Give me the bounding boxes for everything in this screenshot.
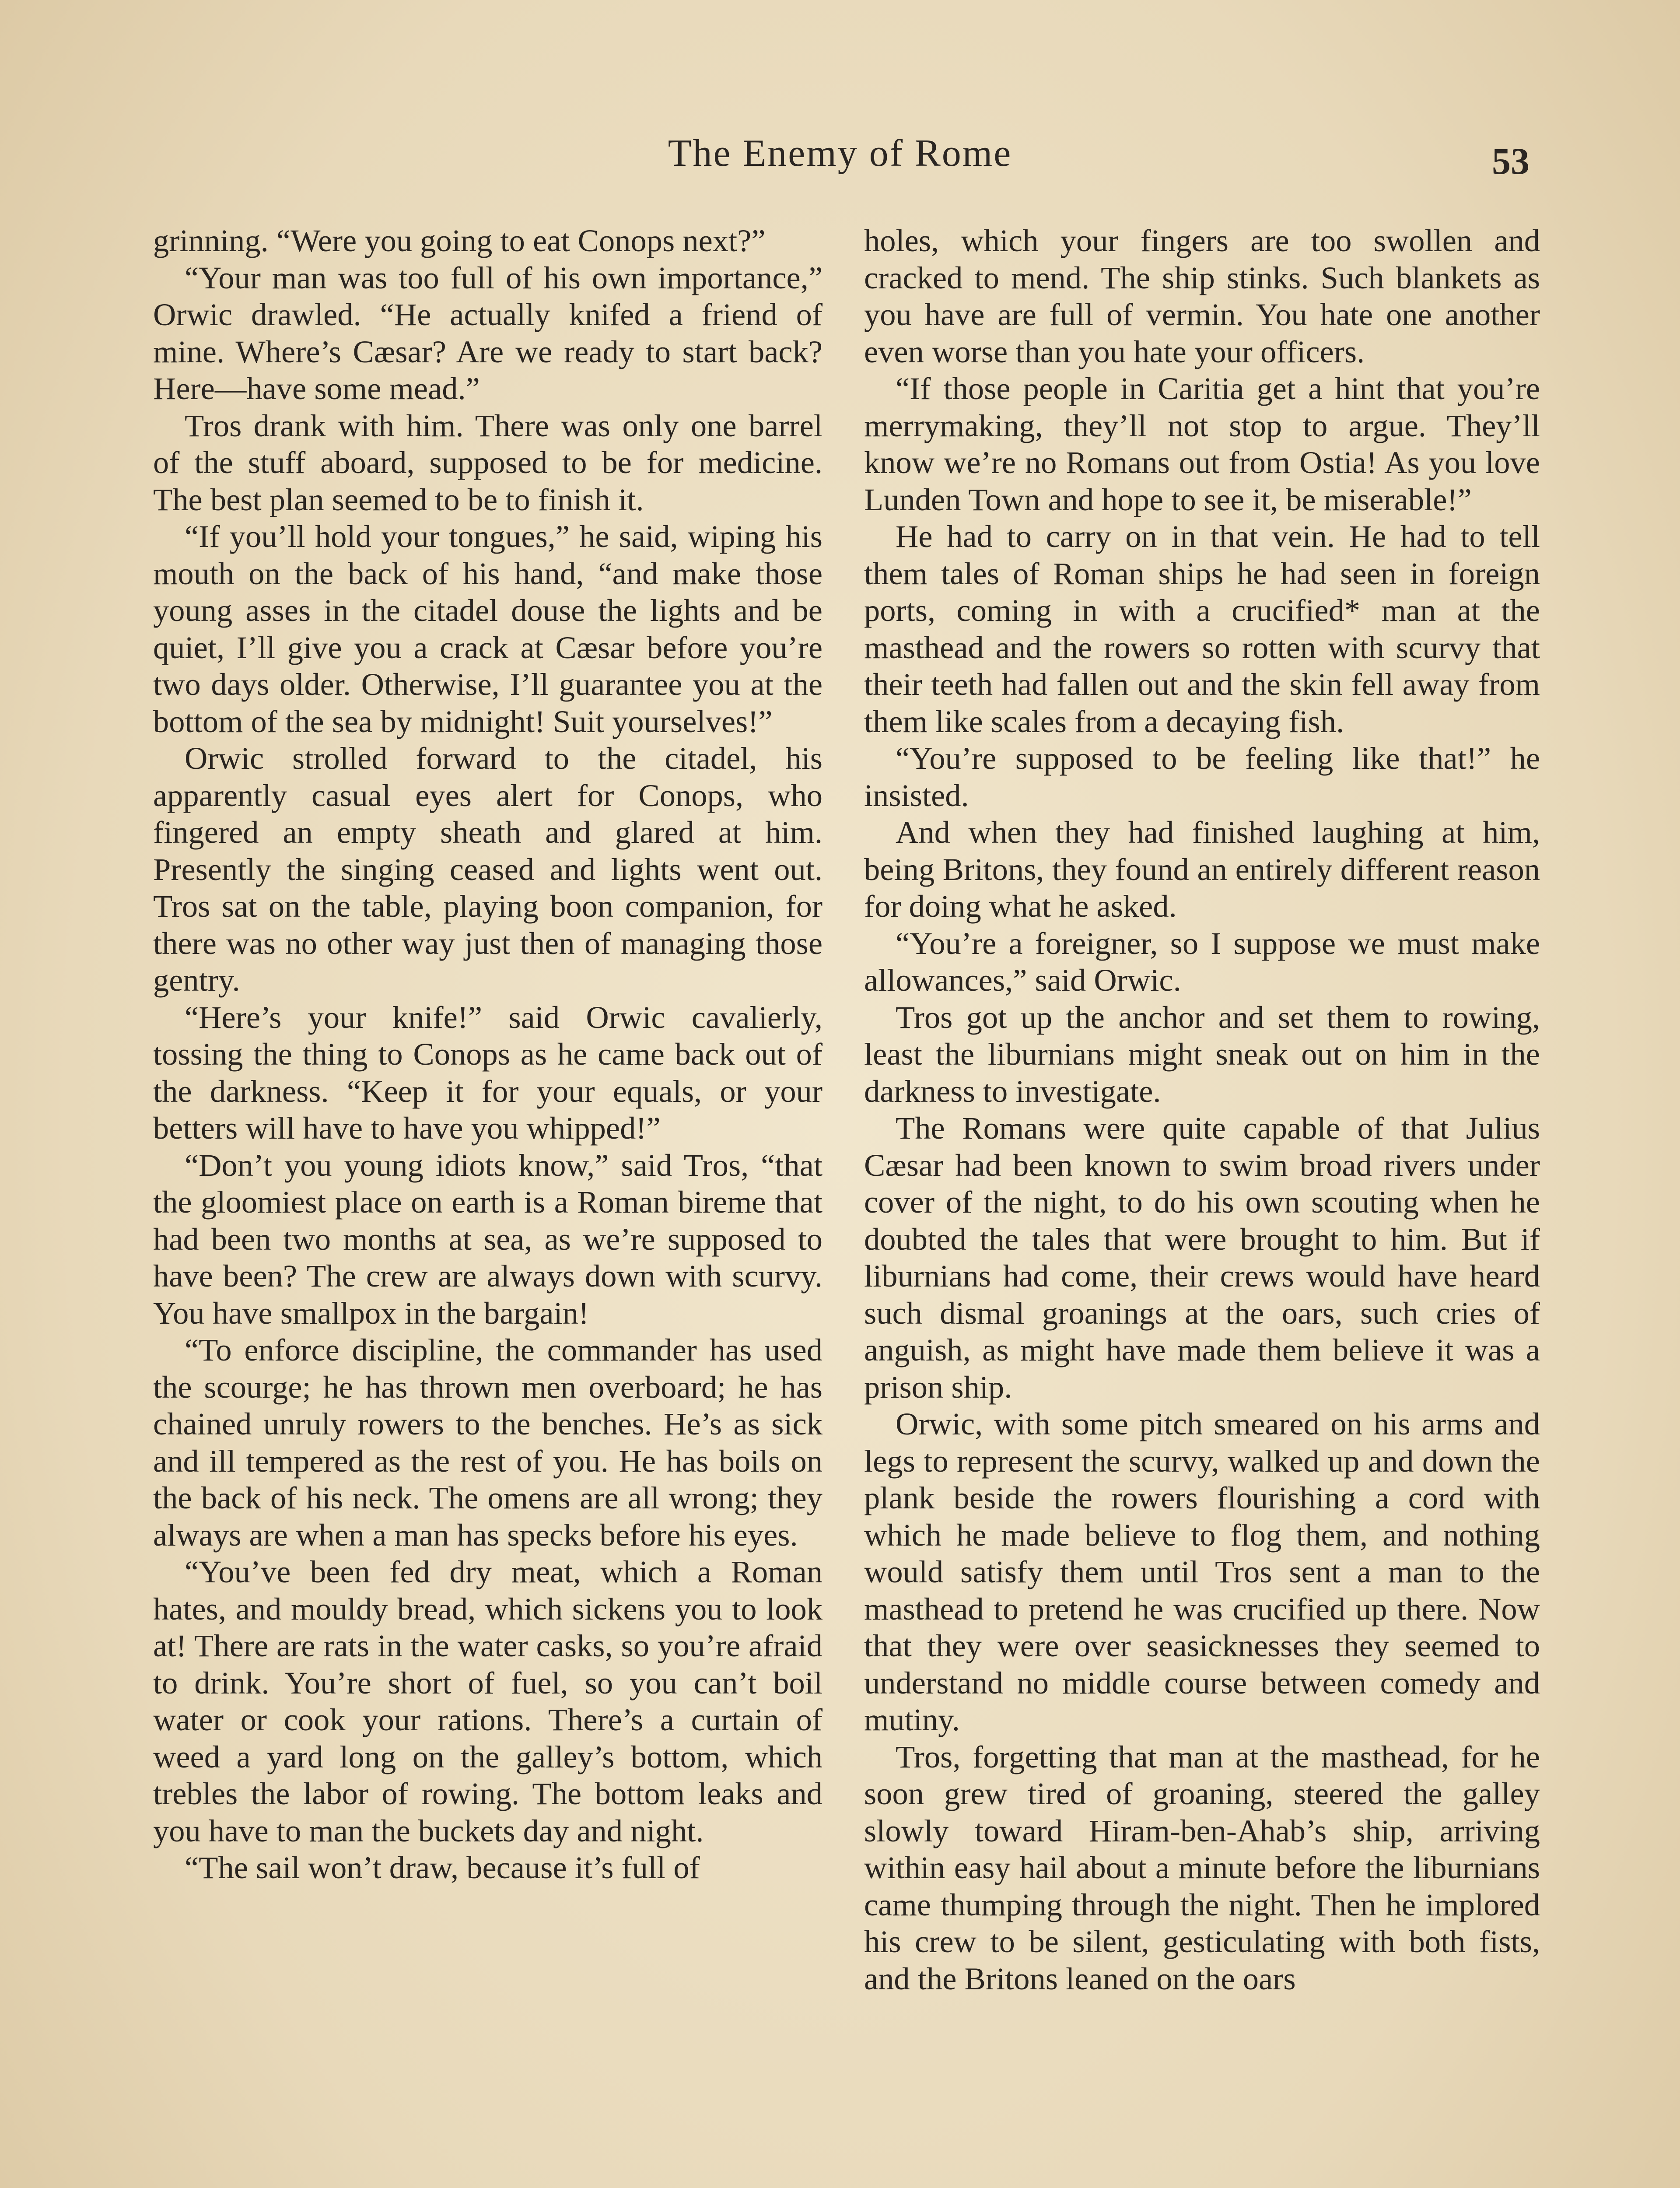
paragraph: grinning. “Were you going to eat Conops next?” xyxy=(153,223,766,258)
paragraph: “You’ve been fed dry meat, which a Roman hates, and mouldy bread, which sickens you to look at! There are rats in the water casks, so you’re afraid to drink. You’re short of fuel, so you can’t boil water or cook your rations. There’s a curtain of weed a yard long on the galley’s bottom, which trebles the labor of rowing. The bottom leaks and you have to man the buckets day and night. xyxy=(153,1554,822,1848)
paragraph: He had to carry on in that vein. He had to tell them tales of Roman ships he had seen in foreign ports, coming in with a crucified* man at the masthead and the rowers so rotten with scurvy that their teeth had fallen out and the skin fell away from them like scales from a decaying fish. xyxy=(864,519,1540,739)
paragraph: “Don’t you young idiots know,” said Tros, “that the gloomiest place on earth is a Roman bireme that had been two months at sea, as we’re supposed to have been? The crew are always down with scurvy. You have smallpox in the bargain! xyxy=(153,1147,822,1331)
paragraph: holes, which your fingers are too swollen and cracked to mend. The ship stinks. Such blankets as you have are full of vermin. You hate one another even worse than you hate your officers. xyxy=(864,223,1540,369)
paragraph: Tros got up the anchor and set them to rowing, least the liburnians might sneak out on him in the darkness to investigate. xyxy=(864,999,1540,1109)
paragraph: The Romans were quite capable of that Julius Cæsar had been known to swim broad rivers under cover of the night, to do his own scouting when he doubted the tales that were brought to him. But if liburnians had come, their crews would have heard such dismal groanings at the oars, such cries of anguish, as might have made them believe it was a prison ship. xyxy=(864,1110,1540,1405)
running-head xyxy=(0,131,1680,193)
paragraph: “If you’ll hold your tongues,” he said, wiping his mouth on the back of his hand, “and make those young asses in the citadel douse the lights and be quiet, I’ll give you a crack at Cæsar before you’re two days older. Otherwise, I’ll guarantee you at the bottom of the sea by midnight! Suit yourselves!” xyxy=(153,519,822,739)
paragraph: Orwic, with some pitch smeared on his arms and legs to represent the scurvy, walked up and down the plank beside the rowers flourishing a cord with which he made believe to flog them, and nothing would satisfy them until Tros sent a man to the masthead to pretend he was crucified up there. Now that they were over seasicknesses they seemed to understand no middle course between comedy and mutiny. xyxy=(864,1406,1540,1737)
left-text-column xyxy=(153,222,822,1886)
paragraph: “Your man was too full of his own importance,” Orwic drawled. “He actually knifed a friend of mine. Where’s Cæsar? Are we ready to start back? Here—have some mead.” xyxy=(153,259,822,406)
right-text-column xyxy=(864,222,1540,1997)
paragraph: “Here’s your knife!” said Orwic cavalierly, tossing the thing to Conops as he came back out of the darkness. “Keep it for your equals, or your betters will have to have you whipped!” xyxy=(153,999,822,1146)
page-number: 53 xyxy=(1492,140,1530,182)
paragraph: “The sail won’t draw, because it’s full of xyxy=(185,1850,700,1885)
paragraph: Tros, forgetting that man at the masthead, for he soon grew tired of groaning, steered the galley slowly toward Hiram-ben-Ahab’s ship, arriving within easy hail about a minute before the liburnians came thumping through the night. Then he implored his crew to be silent, gesticulating with both fists, and the Britons leaned on the oars xyxy=(864,1739,1540,1996)
paragraph: Tros drank with him. There was only one barrel of the stuff aboard, supposed to be for medicine. The best plan seemed to be to finish it. xyxy=(153,407,822,517)
paragraph: And when they had finished laughing at him, being Britons, they found an entirely different reason for doing what he asked. xyxy=(864,814,1540,924)
paragraph: “You’re a foreigner, so I suppose we must make allowances,” said Orwic. xyxy=(864,925,1540,998)
paragraph: “You’re supposed to be feeling like that!” he insisted. xyxy=(864,740,1540,813)
paragraph: “To enforce discipline, the commander has used the scourge; he has thrown men overboard; he has chained unruly rowers to the benches. He’s as sick and ill tempered as the rest of you. He has boils on the back of his neck. The omens are all wrong; they always are when a man has specks before his eyes. xyxy=(153,1332,822,1553)
running-title: The Enemy of Rome xyxy=(668,132,1012,175)
paragraph: “If those people in Caritia get a hint that you’re merrymaking, they’ll not stop to argue. They’ll know we’re no Romans out from Ostia! As you love Lunden Town and hope to see it, be miserable!” xyxy=(864,371,1540,517)
paragraph: Orwic strolled forward to the citadel, his apparently casual eyes alert for Conops, who fingered an empty sheath and glared at him. Presently the singing ceased and lights went out. Tros sat on the table, playing boon companion, for there was no other way just then of managing those gentry. xyxy=(153,740,822,998)
